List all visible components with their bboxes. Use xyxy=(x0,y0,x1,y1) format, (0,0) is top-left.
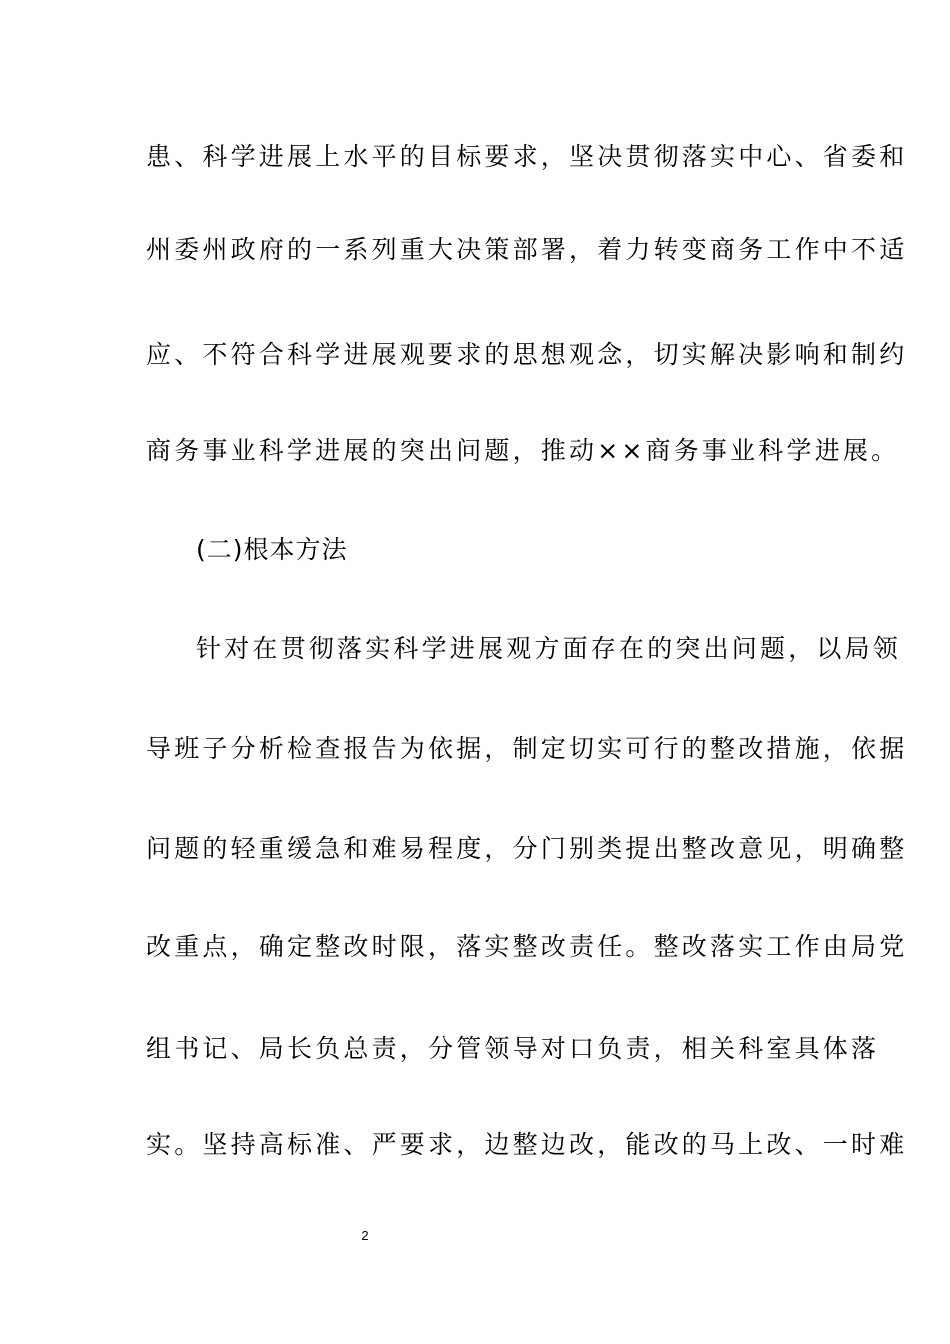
body-text-line: 商务事业科学进展的突出问题，推动××商务事业科学进展。 xyxy=(146,436,900,465)
body-text-line: 问题的轻重缓急和难易程度，分门别类提出整改意见，明确整 xyxy=(146,834,908,863)
body-text-line: 实。坚持高标准、严要求，边整边改，能改的马上改、一时难 xyxy=(146,1130,908,1159)
body-text-line: 改重点，确定整改时限，落实整改责任。整改落实工作由局党 xyxy=(146,932,908,961)
body-text-line: 州委州政府的一系列重大决策部署，着力转变商务工作中不适 xyxy=(146,235,908,264)
body-text-line: 应、不符合科学进展观要求的思想观念，切实解决影响和制约 xyxy=(146,340,908,369)
section-heading: (二)根本方法 xyxy=(196,535,348,564)
body-text-line: 组书记、局长负总责，分管领导对口负责，相关科室具体落 xyxy=(146,1034,880,1063)
body-text-line: 导班子分析检查报告为依据，制定切实可行的整改措施，依据 xyxy=(146,734,908,763)
page-number: 2 xyxy=(361,1228,369,1243)
body-text-line: 患、科学进展上水平的目标要求，坚决贯彻落实中心、省委和 xyxy=(146,142,908,171)
body-text-line: 针对在贯彻落实科学进展观方面存在的突出问题，以局领 xyxy=(196,634,902,663)
